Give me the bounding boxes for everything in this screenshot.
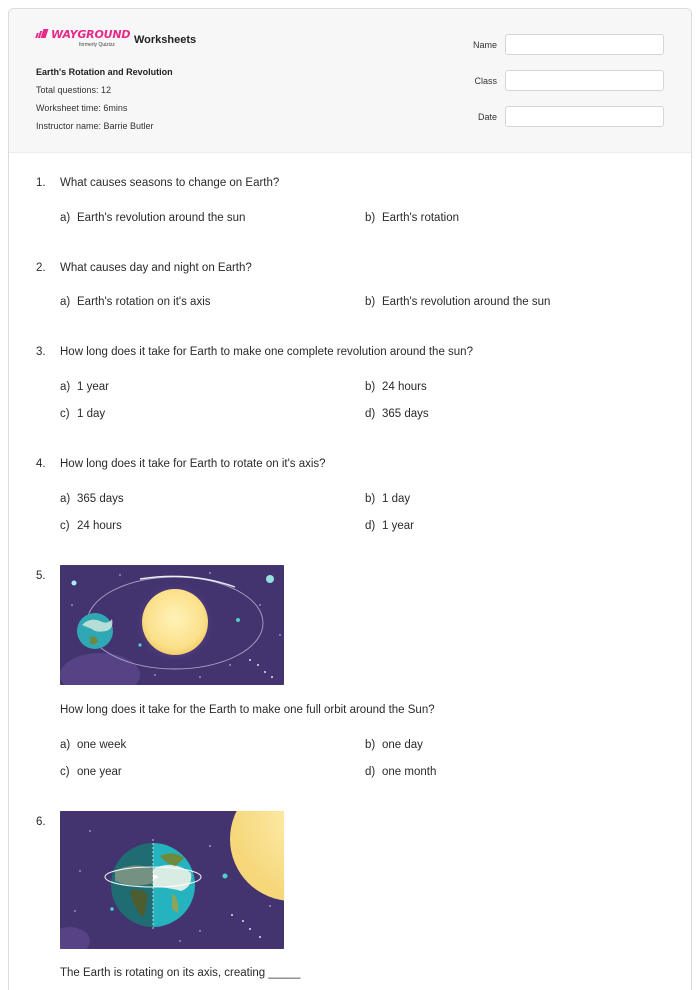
date-label: Date <box>477 111 497 122</box>
option-letter: b) <box>365 212 376 224</box>
earth-orbit-illustration-icon <box>60 565 284 685</box>
date-input[interactable] <box>505 106 664 127</box>
option-letter: a) <box>60 296 71 308</box>
question-text: What causes day and night on Earth? <box>60 262 252 274</box>
option-text: 1 day <box>77 408 106 420</box>
question-text: The Earth is rotating on its axis, creating _____ <box>60 967 301 979</box>
q4-option-a[interactable] <box>60 493 124 505</box>
option-letter: b) <box>365 381 376 393</box>
option-letter: a) <box>60 493 71 505</box>
wayground-logo <box>36 28 131 54</box>
option-text: one day <box>382 739 423 751</box>
q1-option-b[interactable] <box>365 212 459 224</box>
class-input[interactable] <box>505 70 664 91</box>
q2-option-b[interactable] <box>365 296 550 308</box>
worksheet-header <box>9 9 691 153</box>
option-text: Earth's revolution around the sun <box>77 212 246 224</box>
question-number: 2. <box>36 262 46 274</box>
name-field-row <box>473 34 664 55</box>
date-field-row <box>473 106 664 127</box>
question-number: 3. <box>36 346 46 358</box>
name-label: Name <box>472 39 497 50</box>
q2-option-a[interactable] <box>60 296 211 308</box>
q5-option-a[interactable] <box>60 739 126 751</box>
q3-option-a[interactable] <box>60 381 109 393</box>
question-text: How long does it take for Earth to make one complete revolution around the sun? <box>60 346 473 358</box>
option-text: 1 year <box>382 520 414 532</box>
option-text: 1 year <box>77 381 109 393</box>
option-letter: b) <box>365 493 376 505</box>
option-letter: b) <box>365 296 376 308</box>
q4-option-d[interactable] <box>365 520 414 532</box>
option-text: Earth's revolution around the sun <box>382 296 551 308</box>
question-text: What causes seasons to change on Earth? <box>60 177 280 189</box>
option-text: one month <box>382 766 437 778</box>
worksheet-title: Earth's Rotation and Revolution <box>36 67 173 77</box>
option-letter: c) <box>60 408 70 420</box>
question-number: 1. <box>36 177 46 189</box>
question-number: 4. <box>36 458 46 470</box>
earth-orbit-image <box>60 565 284 685</box>
class-label: Class <box>474 75 497 86</box>
q3-option-b[interactable] <box>365 381 427 393</box>
option-letter: a) <box>60 212 71 224</box>
option-text: 365 days <box>382 408 429 420</box>
question-text: How long does it take for the Earth to make one full orbit around the Sun? <box>60 704 435 716</box>
option-letter: c) <box>60 766 70 778</box>
option-text: 24 hours <box>77 520 122 532</box>
q5-option-c[interactable] <box>60 766 122 778</box>
option-letter: d) <box>365 766 376 778</box>
question-text: How long does it take for Earth to rotate on it's axis? <box>60 458 326 470</box>
option-text: 365 days <box>77 493 124 505</box>
q4-option-b[interactable] <box>365 493 410 505</box>
student-fields <box>473 34 664 142</box>
worksheet-meta <box>36 67 173 139</box>
option-letter: d) <box>365 520 376 532</box>
question-number: 5. <box>36 570 46 582</box>
option-text: 24 hours <box>382 381 427 393</box>
product-name: Worksheets <box>134 34 197 46</box>
logo-subtext: formerly Quizizz <box>79 42 115 48</box>
option-text: one year <box>77 766 122 778</box>
q5-option-b[interactable] <box>365 739 423 751</box>
question-number: 6. <box>36 816 46 828</box>
q1-option-a[interactable] <box>60 212 245 224</box>
earth-rotation-image <box>60 811 284 949</box>
option-letter: b) <box>365 739 376 751</box>
option-text: one week <box>77 739 127 751</box>
q4-option-c[interactable] <box>60 520 122 532</box>
total-questions: Total questions: 12 <box>36 85 112 95</box>
logo-text: WAYGROUND <box>51 28 131 41</box>
name-input[interactable] <box>505 34 664 55</box>
option-text: Earth's rotation <box>382 212 459 224</box>
option-letter: a) <box>60 739 71 751</box>
brand <box>36 28 196 54</box>
class-field-row <box>473 70 664 91</box>
option-letter: a) <box>60 381 71 393</box>
worksheet-page <box>8 8 692 990</box>
option-letter: d) <box>365 408 376 420</box>
option-text: 1 day <box>382 493 411 505</box>
worksheet-time: Worksheet time: 6mins <box>36 103 128 113</box>
q5-option-d[interactable] <box>365 766 436 778</box>
option-letter: c) <box>60 520 70 532</box>
option-text: Earth's rotation on it's axis <box>77 296 211 308</box>
q3-option-c[interactable] <box>60 408 105 420</box>
q3-option-d[interactable] <box>365 408 429 420</box>
logo-mark-icon <box>36 29 47 38</box>
earth-rotation-illustration-icon <box>60 811 284 949</box>
instructor-name: Instructor name: Barrie Butler <box>36 121 154 131</box>
